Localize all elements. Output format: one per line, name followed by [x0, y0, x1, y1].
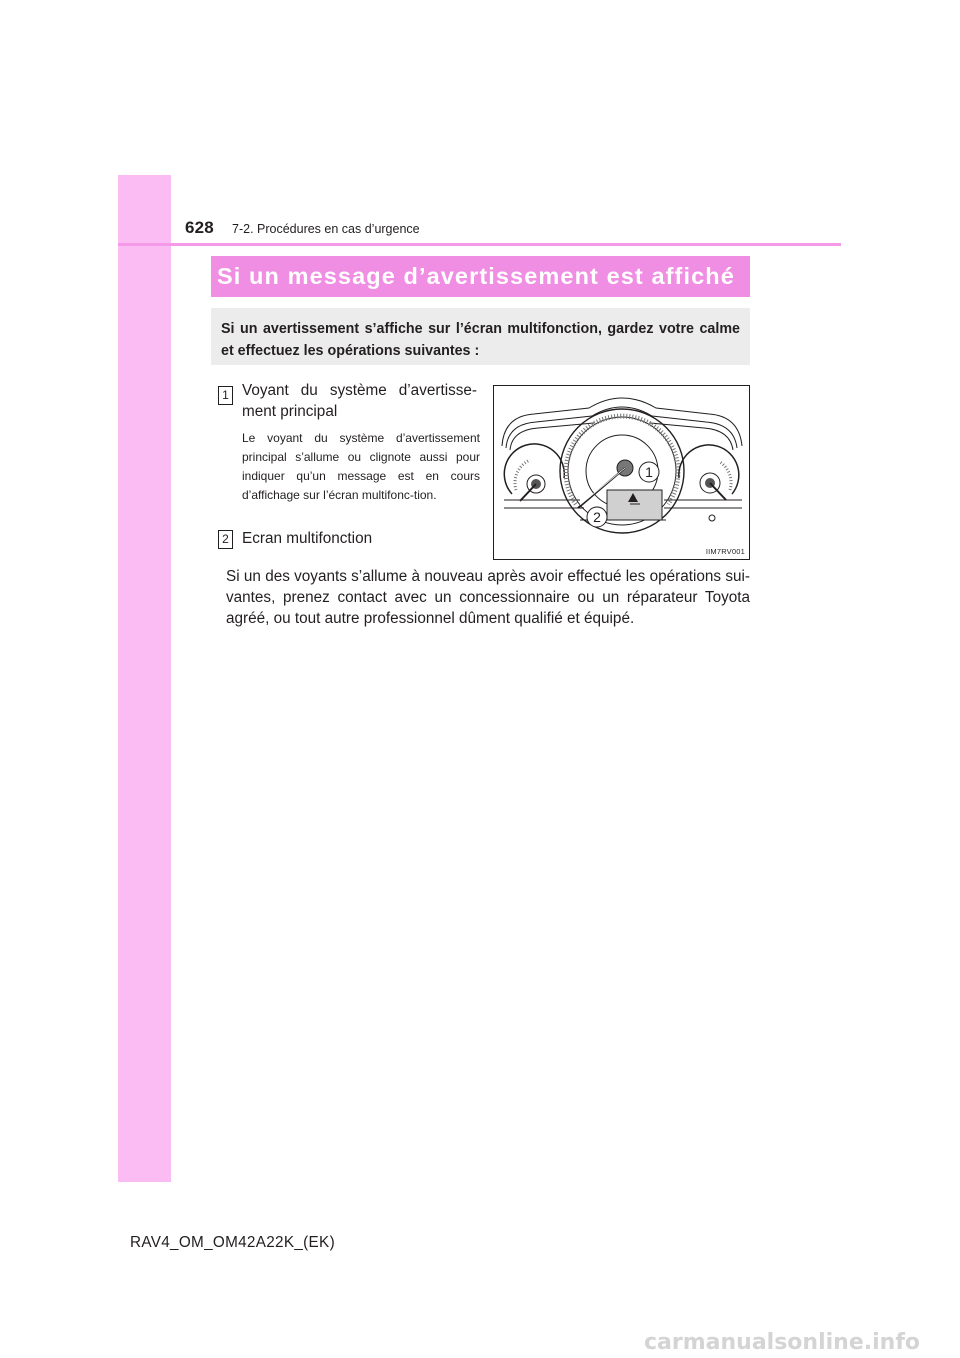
figure-code: IIM7RV001 [705, 547, 745, 556]
figure-callout-1: 1 [645, 464, 653, 480]
item-number-2: 2 [218, 530, 233, 549]
section-breadcrumb: 7-2. Procédures en cas d’urgence [232, 222, 420, 236]
footer-model-code: RAV4_OM_OM42A22K_(EK) [130, 1234, 335, 1251]
instrument-cluster-figure [493, 385, 750, 560]
item-number-1: 1 [218, 386, 233, 405]
item-desc-master-warning: Le voyant du système d’avertissement principal s’allume ou clignote aussi pour indiquer qu’un message est en cours d’affichage sur l’écran multifonc-tion. [242, 431, 480, 502]
figure-callout-2: 2 [593, 509, 601, 525]
section-title-bar [211, 256, 750, 297]
page-number: 628 [185, 218, 214, 237]
watermark: carmanualsonline.info [644, 1330, 920, 1355]
intro-box: Si un avertissement s’affiche sur l’écran multifonction, gardez votre calme et effectuez les opérations suivantes : [211, 308, 750, 365]
header-rule [118, 243, 841, 246]
side-tab-band [118, 175, 171, 1182]
section-title: Si un message d’avertissement est affiché [217, 263, 735, 289]
item-title-master-warning: Voyant du système d’avertisse-ment principal [242, 382, 477, 420]
item-title-multi-display: Ecran multifonction [242, 530, 373, 547]
instrument-cluster-illustration [494, 386, 749, 559]
body-paragraph: Si un des voyants s’allume à nouveau après avoir effectué les opérations sui-vantes, prenez contact avec un concessionnaire ou un réparateur Toyota agréé, ou tout autre professionnel dûment qualifié et équipé. [226, 568, 750, 627]
